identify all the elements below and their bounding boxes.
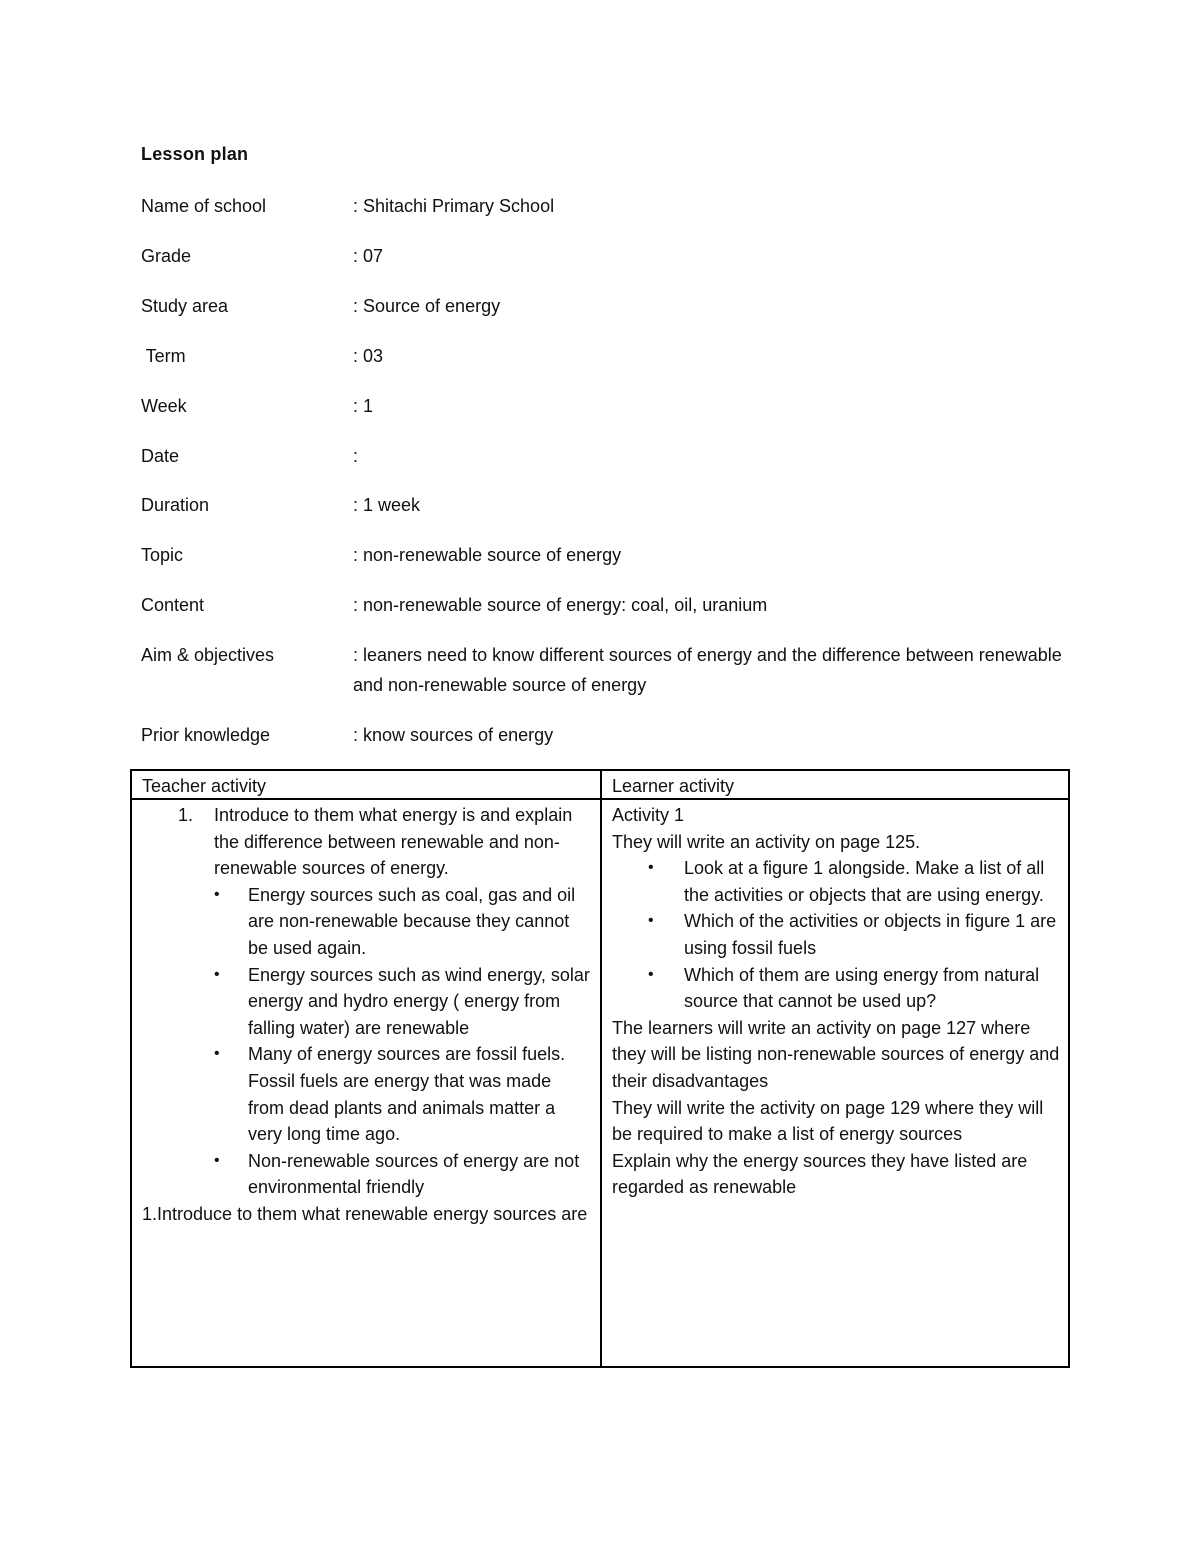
activity-title: Activity 1 bbox=[612, 805, 685, 825]
bullet-item bbox=[142, 962, 615, 1042]
closing-text: 1.Introduce to them what renewable energy sources are bbox=[142, 1203, 588, 1224]
bullet-text: Many of energy sources are fossil fuels. Fossil fuels are energy that was made from dead plants and animals matter a very long time ago. bbox=[248, 1044, 566, 1145]
item-number: 1. bbox=[178, 805, 194, 825]
teacher-activity-header: Teacher activity bbox=[142, 776, 267, 796]
teacher-activity-cell bbox=[142, 802, 615, 1228]
learner-paragraph: Explain why the energy sources they have listed are regarded as renewable bbox=[612, 1150, 1028, 1198]
field-value: : Source of energy bbox=[353, 296, 501, 316]
field-label: Topic bbox=[141, 545, 184, 565]
bullet-text: Which of the activities or objects in figure 1 are using fossil fuels bbox=[684, 911, 1057, 958]
field-label: Grade bbox=[141, 246, 192, 266]
learner-paragraph: They will write the activity on page 129 where they will be required to make a list of energy sources bbox=[612, 1097, 1044, 1145]
bullet-icon: • bbox=[648, 965, 654, 983]
field-label: Term bbox=[141, 346, 186, 366]
bullet-text: Non-renewable sources of energy are not environmental friendly bbox=[248, 1150, 580, 1198]
field-label: Aim & objectives bbox=[141, 645, 275, 665]
activity-table bbox=[130, 769, 1070, 1368]
document-title: Lesson plan bbox=[141, 144, 249, 164]
field-label: Duration bbox=[141, 495, 210, 515]
field-value: : bbox=[353, 446, 359, 466]
bullet-text: Energy sources such as wind energy, solar energy and hydro energy ( energy from falling water) are renewable bbox=[248, 964, 615, 1038]
bullet-text: Look at a figure 1 alongside. Make a list of all the activities or objects that are using energy. bbox=[684, 858, 1045, 905]
bullet-item bbox=[142, 1148, 592, 1201]
bullet-text: Which of them are using energy from natural source that cannot be used up? bbox=[684, 964, 1040, 1012]
bullet-icon: • bbox=[214, 885, 220, 903]
field-value: : 1 bbox=[353, 396, 374, 416]
field-value: : 03 bbox=[353, 346, 384, 366]
learner-activity-header: Learner activity bbox=[612, 776, 735, 796]
item-text: Introduce to them what energy is and explain the difference between renewable and non-renewable sources of energy. bbox=[214, 805, 573, 879]
header-divider bbox=[132, 798, 1068, 800]
field-label: Week bbox=[141, 396, 187, 416]
field-value: : non-renewable source of energy: coal, oil, uranium bbox=[353, 595, 768, 615]
bullet-item bbox=[142, 882, 592, 962]
numbered-item bbox=[142, 802, 592, 882]
bullet-icon: • bbox=[214, 1151, 220, 1169]
field-value: : know sources of energy bbox=[353, 725, 554, 745]
bullet-icon: • bbox=[648, 859, 654, 877]
bullet-item bbox=[612, 855, 1064, 908]
field-label: Date bbox=[141, 446, 180, 466]
field-label: Content bbox=[141, 595, 205, 615]
field-value: : leaners need to know different sources of energy and the difference between renewable and non-renewable source of energy bbox=[353, 645, 1062, 695]
field-label: Prior knowledge bbox=[141, 725, 271, 745]
field-value: : 1 week bbox=[353, 495, 421, 515]
field-value: : 07 bbox=[353, 246, 384, 266]
bullet-icon: • bbox=[214, 965, 220, 983]
bullet-text: Energy sources such as coal, gas and oil are non-renewable because they cannot be used again. bbox=[248, 884, 576, 958]
learner-activity-cell bbox=[612, 802, 1064, 1201]
bullet-item bbox=[612, 908, 1064, 961]
column-divider bbox=[600, 771, 602, 1366]
field-label: Name of school bbox=[141, 196, 267, 216]
field-value: : non-renewable source of energy bbox=[353, 545, 622, 565]
field-value: : Shitachi Primary School bbox=[353, 196, 555, 216]
bullet-icon: • bbox=[214, 1045, 220, 1063]
bullet-item bbox=[612, 962, 1064, 1015]
field-label: Study area bbox=[141, 296, 229, 316]
bullet-icon: • bbox=[648, 912, 654, 930]
bullet-item bbox=[142, 1041, 592, 1147]
learner-paragraph: The learners will write an activity on page 127 where they will be listing non-renewable sources of energy and their disadvantages bbox=[612, 1017, 1060, 1091]
activity-intro: They will write an activity on page 125. bbox=[612, 831, 921, 852]
